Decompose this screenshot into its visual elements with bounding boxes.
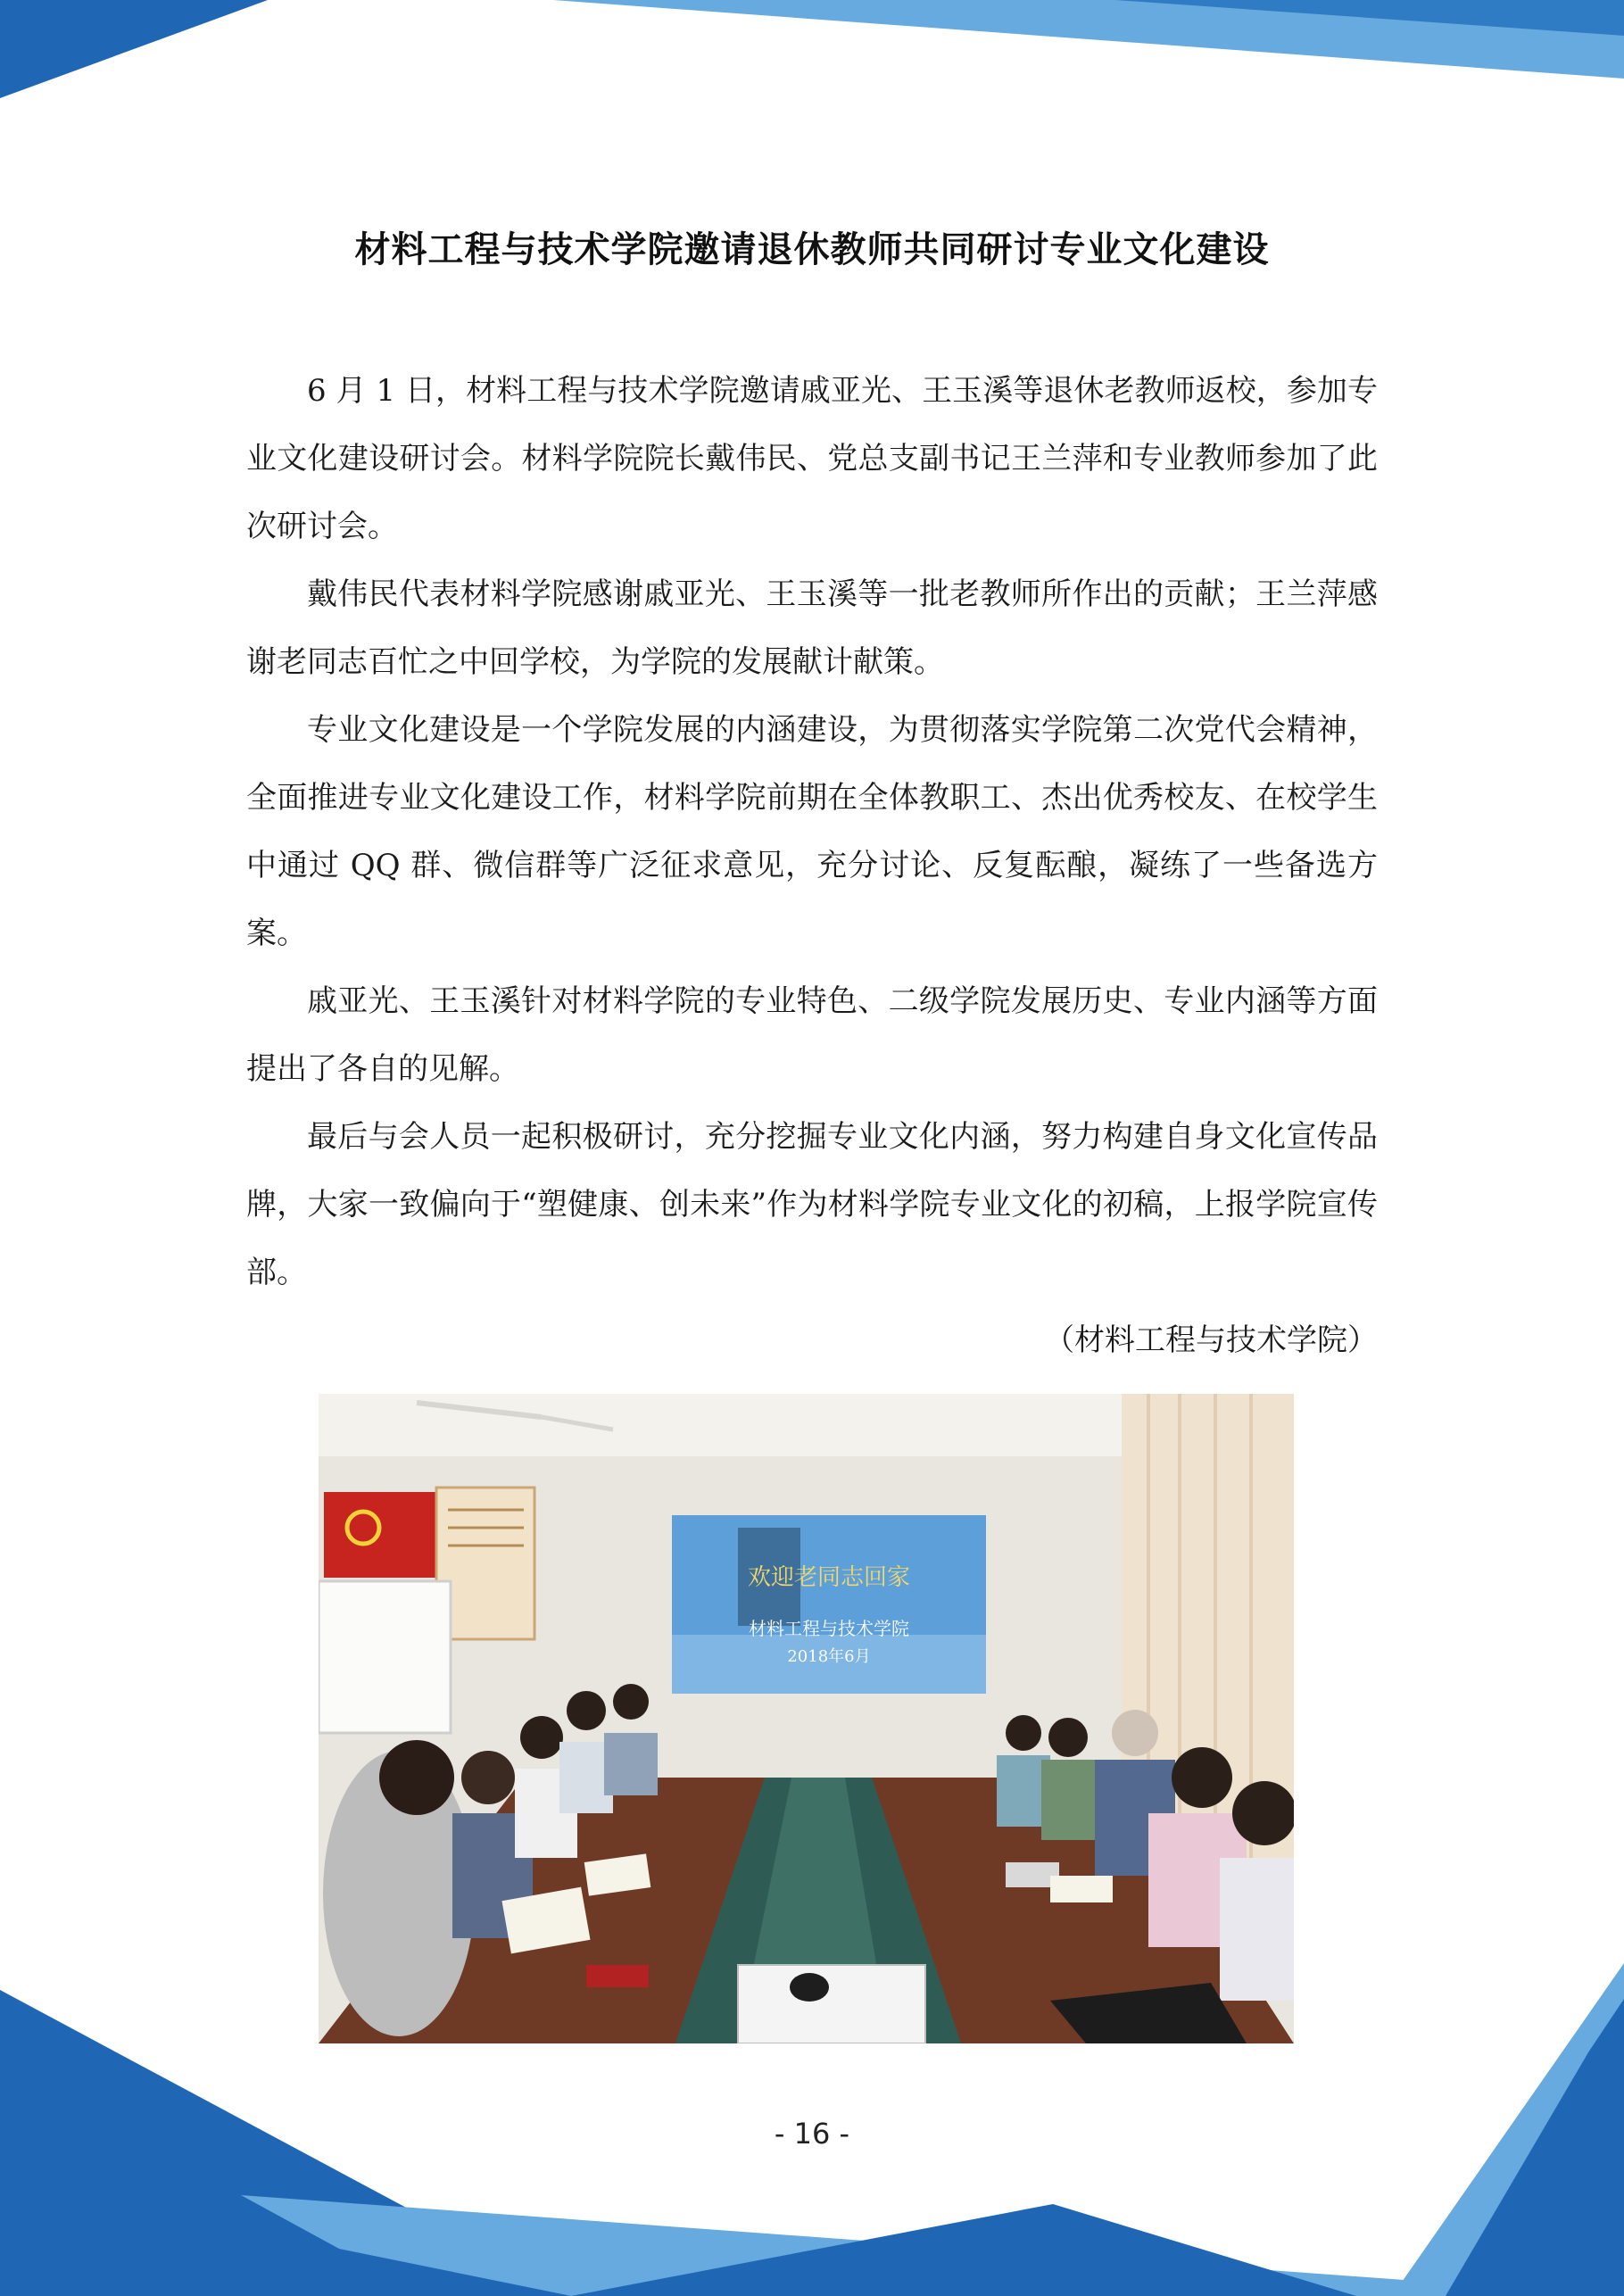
article-source: （材料工程与技术学院） (1044, 1322, 1378, 1358)
screen-line-college: 材料工程与技术学院 (749, 1618, 909, 1639)
article-paragraph: 专业文化建设是一个学院发展的内涵建设，为贯彻落实学院第二次党代会精神，全面推进专业文化建设工作，材料学院前期在全体教职工、杰出优秀校友、在校学生中通过 QQ 群、微信群等广泛征求意见，充分讨论、反复酝酿，凝练了一些备选方案。 (246, 712, 1378, 951)
article-paragraph: 最后与会人员一起积极研讨，充分挖掘专业文化内涵，努力构建自身文化宣传品牌，大家一致偏向于“塑健康、创未来”作为材料学院专业文化的初稿，上报学院宣传部。 (246, 1119, 1378, 1290)
screen-line-welcome: 欢迎老同志回家 (747, 1564, 911, 1591)
article-paragraph: 戚亚光、王玉溪针对材料学院的专业特色、二级学院发展历史、专业内涵等方面提出了各自的见解。 (246, 983, 1378, 1087)
article-body (246, 357, 1378, 1374)
article-paragraph: 戴伟民代表材料学院感谢戚亚光、王玉溪等一批老教师所作出的贡献；王兰萍感谢老同志百忙之中回学校，为学院的发展献计献策。 (246, 576, 1378, 680)
meeting-photo (319, 1394, 1294, 2043)
article-paragraph: 6 月 1 日，材料工程与技术学院邀请戚亚光、王玉溪等退休老教师返校，参加专业文化建设研讨会。材料学院院长戴伟民、党总支副书记王兰萍和专业教师参加了此次研讨会。 (246, 373, 1378, 544)
page-title: 材料工程与技术学院邀请退休教师共同研讨专业文化建设 (354, 229, 1270, 270)
top-left-dark-triangle (0, 0, 268, 98)
page-number: - 16 - (774, 2117, 850, 2151)
screen-line-date: 2018年6月 (787, 1647, 871, 1666)
